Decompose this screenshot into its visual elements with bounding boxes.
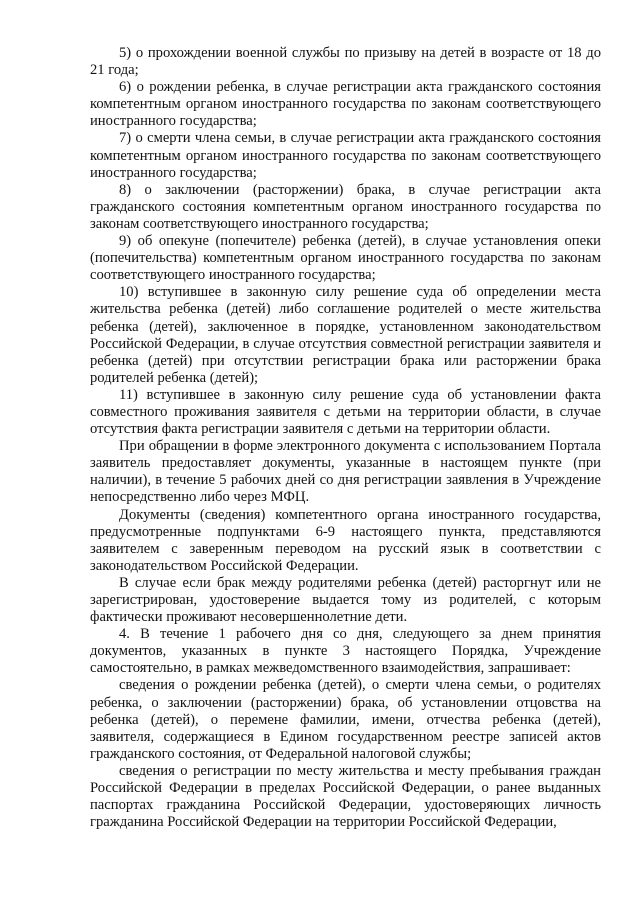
paragraph-electronic-submission: При обращении в форме электронного документа с использованием Портала заявитель предоставляет документы, указанные в настоящем пункте (при наличии), в течение 5 рабочих дней со дня регистрации заявления в Учреждение непосредственно либо через МФЦ.: [90, 438, 601, 506]
paragraph-item-8: 8) о заключении (расторжении) брака, в случае регистрации акта гражданского состояния компетентным органом иностранного государства по законам соответствующего иностранного государства;: [90, 181, 601, 232]
paragraph-item-9: 9) об опекуне (попечителе) ребенка (детей), в случае установления опеки (попечительства) компетентным органом иностранного государства по законам соответствующего иностранного государства;: [90, 233, 601, 284]
paragraph-item-6: 6) о рождении ребенка, в случае регистрации акта гражданского состояния компетентным органом иностранного государства по законам соответствующего иностранного государства;: [90, 79, 601, 130]
document-page: [90, 45, 601, 831]
paragraph-birth-records-request: сведения о рождении ребенка (детей), о смерти члена семьи, о родителях ребенка, о заключении (расторжении) брака, об установлении отцовства на ребенка (детей), о перемене фамилии, имени, отчества ребенка (детей), заявителя, содержащиеся в Едином государственном реестре записей актов гражданского состояния, от Федеральной налоговой службы;: [90, 677, 601, 762]
paragraph-item-10: 10) вступившее в законную силу решение суда об определении места жительства ребенка (детей) либо соглашение родителей о месте жительства ребенка (детей), заключенное в порядке, установленном законодательством Российской Федерации, в случае отсутствия совместной регистрации заявителя и ребенка (детей) при отсутствии регистрации брака или расторжении брака родителей ребенка (детей);: [90, 284, 601, 386]
paragraph-section-4: 4. В течение 1 рабочего дня со дня, следующего за днем принятия документов, указанных в пункте 3 настоящего Порядка, Учреждение самостоятельно, в рамках межведомственного взаимодействия, запрашивает:: [90, 626, 601, 677]
paragraph-item-7: 7) о смерти члена семьи, в случае регистрации акта гражданского состояния компетентным органом иностранного государства по законам соответствующего иностранного государства;: [90, 130, 601, 181]
paragraph-item-5: 5) о прохождении военной службы по призыву на детей в возрасте от 18 до 21 года;: [90, 45, 601, 79]
paragraph-registration-request: сведения о регистрации по месту жительства и месту пребывания граждан Российской Федерации в пределах Российской Федерации, о ранее выданных паспортах гражданина Российской Федерации, удостоверяющих личность гражданина Российской Федерации на территории Российской Федерации,: [90, 762, 601, 831]
paragraph-foreign-documents: Документы (сведения) компетентного органа иностранного государства, предусмотренные подпунктами 6-9 настоящего пункта, представляются заявителем с заверенным переводом на русский язык в соответствии с законодательством Российской Федерации.: [90, 506, 601, 574]
paragraph-item-11: 11) вступившее в законную силу решение суда об установлении факта совместного проживания заявителя с детьми на территории области, в случае отсутствия факта регистрации заявителя с детьми на территории области.: [90, 386, 601, 438]
paragraph-divorce-case: В случае если брак между родителями ребенка (детей) расторгнут или не зарегистрирован, удостоверение выдается тому из родителей, с которым фактически проживают несовершеннолетние дети.: [90, 574, 601, 626]
